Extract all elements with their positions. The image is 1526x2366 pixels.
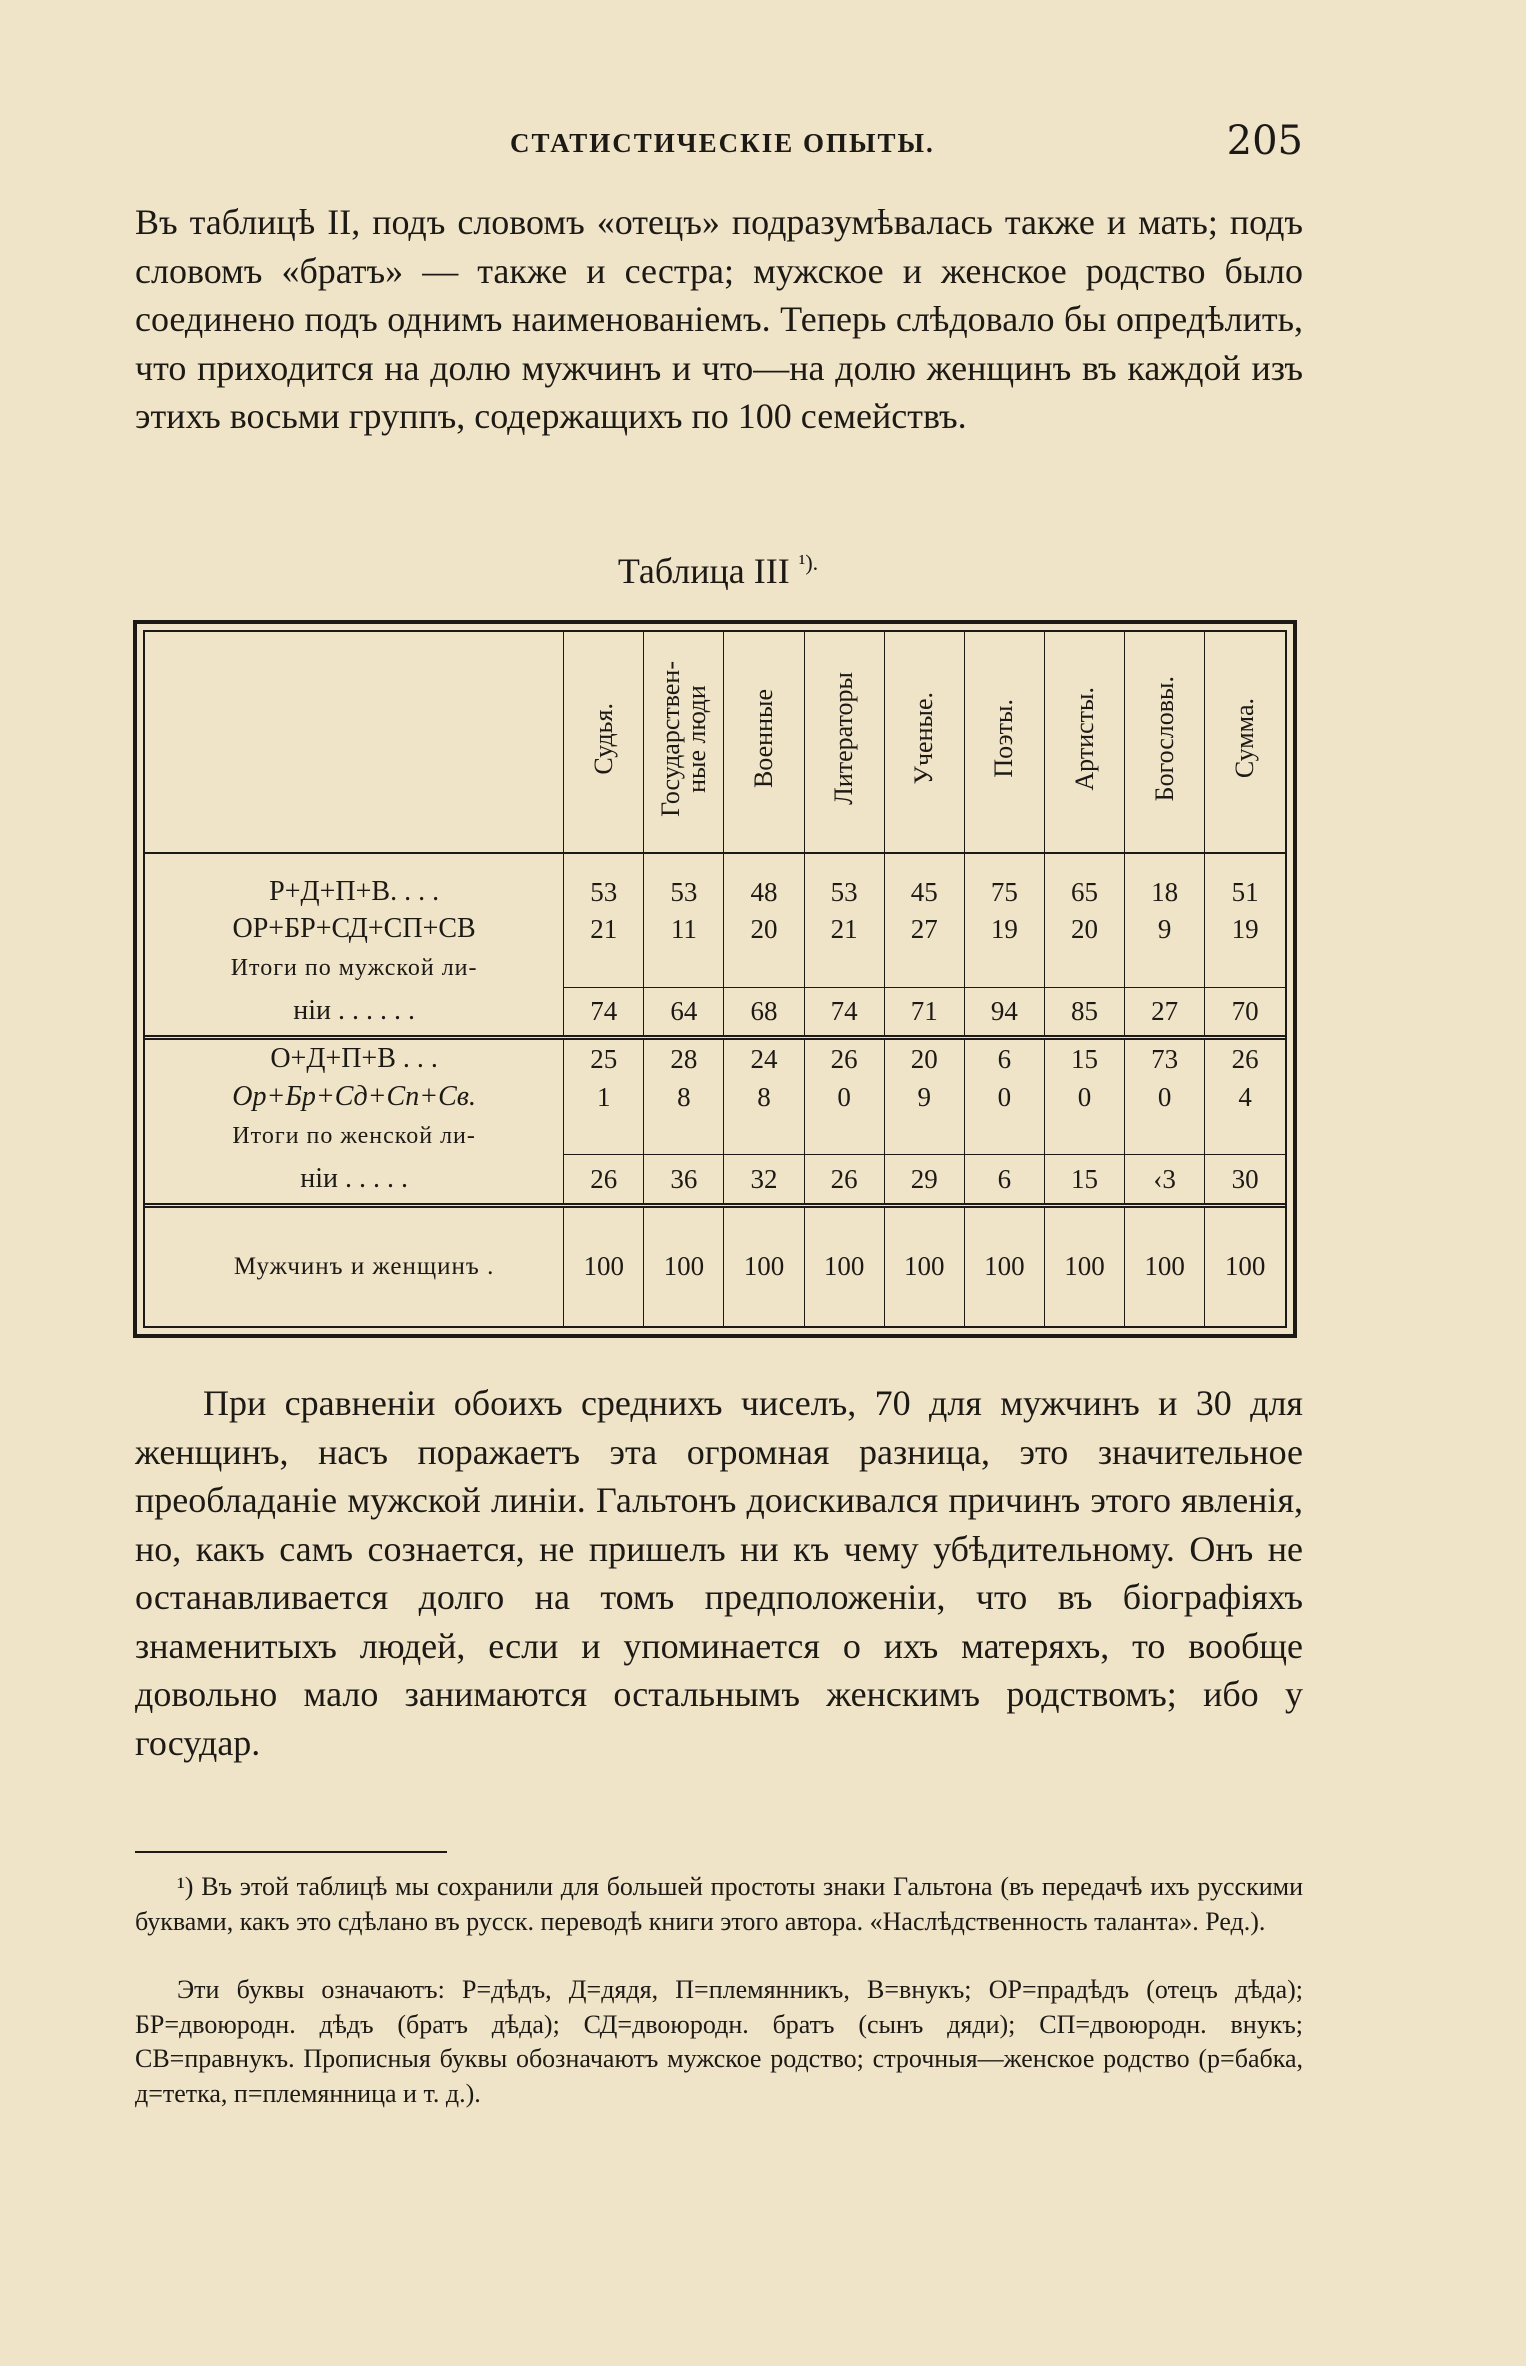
table-cell: 11 xyxy=(644,911,724,949)
table-cell: 24 xyxy=(724,1038,804,1079)
column-header: Богословы. xyxy=(1125,632,1205,853)
table-inner xyxy=(143,630,1287,1328)
subtotal-row xyxy=(145,1155,1285,1206)
table-cell: 15 xyxy=(1044,1038,1124,1079)
table-cell: 51 xyxy=(1205,873,1285,911)
table-cell: 36 xyxy=(644,1155,724,1206)
table-cell: 19 xyxy=(964,911,1044,949)
table-cell: 15 xyxy=(1044,1155,1124,1206)
table-cell: 6 xyxy=(964,1155,1044,1206)
table-cell: 8 xyxy=(724,1078,804,1116)
table-frame xyxy=(133,620,1297,1338)
table-cell: 100 xyxy=(644,1205,724,1326)
table-cell: 21 xyxy=(564,911,644,949)
table-cell: 73 xyxy=(1125,1038,1205,1079)
subtotal-row xyxy=(145,987,1285,1038)
paragraph-1: Въ таблицѣ II, подъ словомъ «отецъ» подразумѣвалась также и мать; подъ словомъ «братъ» — также и сестра; мужское и женское родство было соединено подъ однимъ наименованіемъ. Теперь слѣдовало бы опредѣлить, что приходится на долю мужчинъ и что—на долю женщинъ въ каждой изъ этихъ восьми группъ, содержащихъ по 100 семействъ. xyxy=(135,202,1303,436)
table-cell: 94 xyxy=(964,987,1044,1038)
table-cell: ‹3 xyxy=(1125,1155,1205,1206)
table-cell: 74 xyxy=(564,987,644,1038)
table-cell: 1 xyxy=(564,1078,644,1116)
table-caption xyxy=(0,550,1436,592)
table-cell: 0 xyxy=(1125,1078,1205,1116)
table-cell: 9 xyxy=(1125,911,1205,949)
table-cell: 48 xyxy=(724,873,804,911)
column-header: Ученые. xyxy=(884,632,964,853)
row-label: О+Д+П+В . . . xyxy=(145,1038,564,1079)
table-cell: 53 xyxy=(804,873,884,911)
footnote-rule xyxy=(135,1851,447,1853)
table-cell: 6 xyxy=(964,1038,1044,1079)
table-cell: 30 xyxy=(1205,1155,1285,1206)
table-cell: 100 xyxy=(724,1205,804,1326)
table-cell: 0 xyxy=(1044,1078,1124,1116)
table-cell: 26 xyxy=(804,1155,884,1206)
table-cell: 4 xyxy=(1205,1078,1285,1116)
running-head xyxy=(135,118,1303,168)
table-caption-footnote-mark: ¹). xyxy=(798,550,819,575)
table-cell: 8 xyxy=(644,1078,724,1116)
table-cell: 100 xyxy=(1044,1205,1124,1326)
table-cell: 26 xyxy=(804,1038,884,1079)
table-cell: 9 xyxy=(884,1078,964,1116)
table-row xyxy=(145,873,1285,911)
table-cell: 100 xyxy=(1125,1205,1205,1326)
row-label: Ор+Бр+Сд+Сп+Св. xyxy=(232,1081,476,1113)
row-label: ніи . . . . . . xyxy=(293,995,415,1027)
table-cell: 75 xyxy=(964,873,1044,911)
table-row xyxy=(145,1078,1285,1116)
column-header: Государствен- ные люди xyxy=(644,632,724,853)
table-row xyxy=(145,1116,1285,1155)
row-label: Р+Д+П+В. . . . xyxy=(269,875,440,907)
table-row xyxy=(145,948,1285,987)
table-cell: 28 xyxy=(644,1038,724,1079)
table-cell: 18 xyxy=(1125,873,1205,911)
table-cell: 20 xyxy=(1044,911,1124,949)
table-cell: 68 xyxy=(724,987,804,1038)
running-title: СТАТИСТИЧЕСКІЕ ОПЫТЫ. xyxy=(510,128,935,158)
table-cell: 27 xyxy=(1125,987,1205,1038)
column-header: Поэты. xyxy=(964,632,1044,853)
table-cell: 27 xyxy=(884,911,964,949)
table-cell: 26 xyxy=(564,1155,644,1206)
row-label: ніи . . . . . xyxy=(300,1162,408,1194)
row-label: Мужчинъ и женщинъ . xyxy=(145,1205,564,1326)
column-header: Военные xyxy=(724,632,804,853)
grand-total-row xyxy=(145,1205,1285,1326)
column-header: Судья. xyxy=(564,632,644,853)
paragraph-2: При сравненіи обоихъ среднихъ чиселъ, 70 для мужчинъ и 30 для женщинъ, насъ поражаетъ эта огромная разница, это значительное преобладаніе мужской линіи. Гальтонъ доискивался причинъ этого явленія, но, какъ самъ сознается, не пришелъ ни къ чему убѣдительному. Онъ не останавливается долго на томъ предположеніи, что въ біографіяхъ знаменитыхъ людей, если и упоминается о ихъ матеряхъ, то вообще довольно мало занимаются остальнымъ женскимъ родствомъ; ибо у государ. xyxy=(135,1383,1303,1763)
table-cell: 70 xyxy=(1205,987,1285,1038)
table-cell: 32 xyxy=(724,1155,804,1206)
table-cell: 71 xyxy=(884,987,964,1038)
table-cell: 85 xyxy=(1044,987,1124,1038)
table-cell: 65 xyxy=(1044,873,1124,911)
table-cell: 64 xyxy=(644,987,724,1038)
column-header: Литераторы xyxy=(804,632,884,853)
row-label: Итоги по женской ли- xyxy=(232,1122,476,1149)
table-cell: 29 xyxy=(884,1155,964,1206)
table-corner xyxy=(145,632,564,853)
table-cell: 74 xyxy=(804,987,884,1038)
table-caption-text: Таблица III xyxy=(617,551,790,591)
table-cell: 100 xyxy=(804,1205,884,1326)
table-cell: 25 xyxy=(564,1038,644,1079)
table-cell: 0 xyxy=(804,1078,884,1116)
table-cell: 20 xyxy=(884,1038,964,1079)
table-cell: 21 xyxy=(804,911,884,949)
table-header-row xyxy=(145,632,1285,853)
row-label: ОР+БР+СД+СП+СВ xyxy=(232,913,476,945)
table-cell: 100 xyxy=(964,1205,1044,1326)
column-header: Сумма. xyxy=(1205,632,1285,853)
page-number: 205 xyxy=(1226,118,1303,164)
table-cell: 53 xyxy=(644,873,724,911)
table-cell: 100 xyxy=(1205,1205,1285,1326)
table-cell: 45 xyxy=(884,873,964,911)
column-header: Артисты. xyxy=(1044,632,1124,853)
table-row xyxy=(145,1038,1285,1079)
table-cell: 20 xyxy=(724,911,804,949)
table-row xyxy=(145,911,1285,949)
row-label: Итоги по мужской ли- xyxy=(230,955,478,982)
table-cell: 26 xyxy=(1205,1038,1285,1079)
table-cell: 53 xyxy=(564,873,644,911)
table-cell: 19 xyxy=(1205,911,1285,949)
footnote-1: ¹) Въ этой таблицѣ мы сохранили для большей простоты знаки Гальтона (въ передачѣ ихъ русскими буквами, какъ это сдѣлано въ русск. переводѣ книги этого автора. «Наслѣдственность таланта». Ред.). xyxy=(135,1872,1303,1936)
table-cell: 100 xyxy=(884,1205,964,1326)
table-cell: 100 xyxy=(564,1205,644,1326)
footnote-2: Эти буквы означаютъ: Р=дѣдъ, Д=дядя, П=племянникъ, В=внукъ; ОР=прадѣдъ (отецъ дѣда); БР=двоюродн. дѣдъ (братъ дѣда); СД=двоюродн. братъ (сынъ дяди); СП=двоюродн. внукъ; СВ=правнукъ. Прописныя буквы обозначаютъ мужское родство; строчныя—женское родство (р=бабка, д=тетка, п=племянница и т. д.). xyxy=(135,1975,1303,2108)
statistics-table xyxy=(145,632,1285,1326)
table-cell: 0 xyxy=(964,1078,1044,1116)
